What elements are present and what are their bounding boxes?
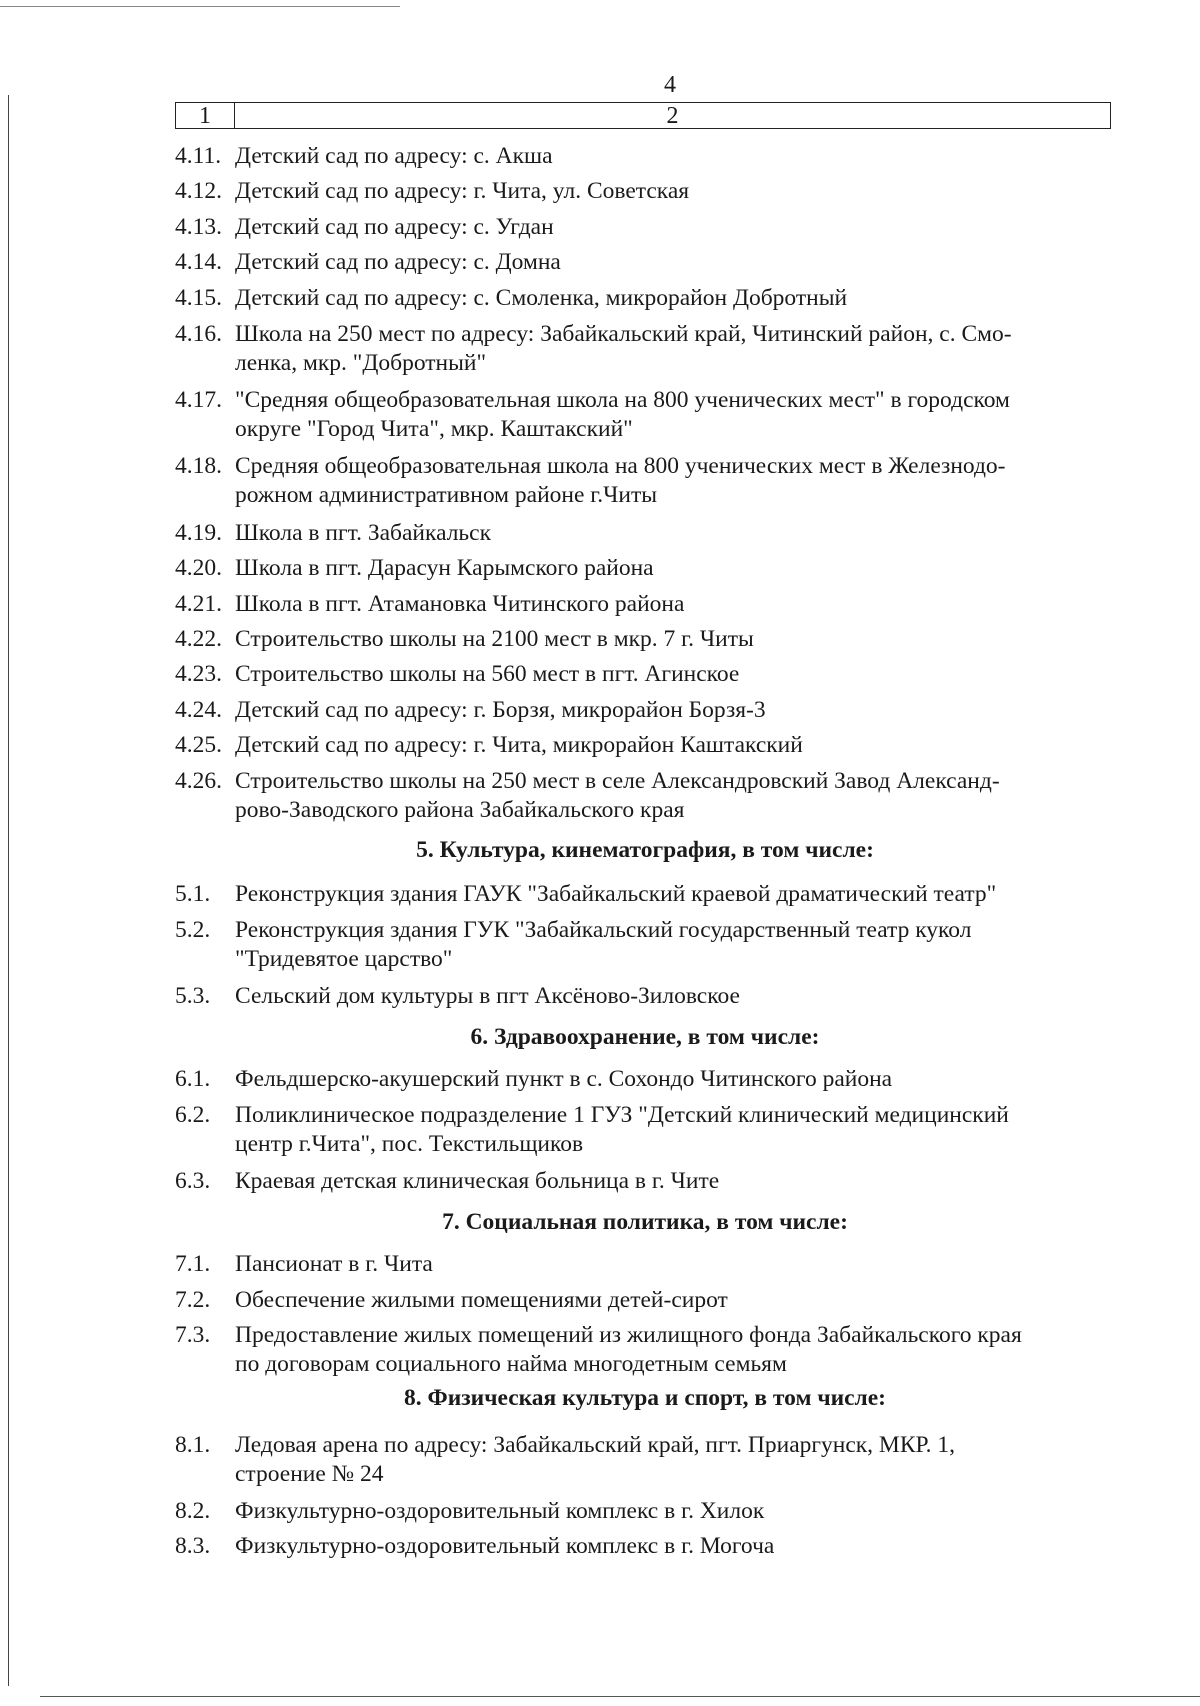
item-number: 4.22.	[175, 626, 222, 652]
item-number: 4.19.	[175, 520, 222, 546]
item-number: 5.1.	[175, 881, 211, 907]
item-text: Школа в пгт. Дарасун Карымского района	[235, 555, 654, 581]
item-number: 6.2.	[175, 1102, 211, 1128]
item-number: 6.1.	[175, 1066, 211, 1092]
item-text: Строительство школы на 2100 мест в мкр. 7 г. Читы	[235, 626, 754, 652]
list-item	[175, 213, 1115, 242]
table-header-row	[175, 102, 1111, 129]
item-number: 7.1.	[175, 1251, 211, 1277]
item-number: 7.3.	[175, 1322, 211, 1348]
item-number: 4.18.	[175, 453, 222, 479]
item-text: Обеспечение жилыми помещениями детей-сирот	[235, 1287, 728, 1313]
item-number: 4.26.	[175, 768, 222, 794]
list-item	[175, 142, 1115, 171]
list-item	[175, 1497, 1115, 1526]
item-number: 4.17.	[175, 387, 222, 413]
item-text: Краевая детская клиническая больница в г. Чите	[235, 1168, 720, 1194]
list-item	[175, 660, 1115, 689]
list-item	[175, 177, 1115, 206]
item-text: "Средняя общеобразовательная школа на 800 ученических мест" в городском округе "Город Чита", мкр. Каштакский"	[235, 387, 1010, 442]
list-item	[175, 1321, 1115, 1379]
item-text: Детский сад по адресу: г. Чита, ул. Советская	[235, 178, 690, 204]
item-text: Детский сад по адресу: с. Акша	[235, 143, 553, 169]
list-item	[175, 519, 1115, 548]
section-heading: 8. Физическая культура и спорт, в том числе:	[404, 1385, 886, 1411]
item-number: 8.1.	[175, 1432, 211, 1458]
item-text: Детский сад по адресу: с. Угдан	[235, 214, 554, 240]
item-number: 4.15.	[175, 285, 222, 311]
list-item	[175, 1532, 1115, 1561]
item-text: Сельский дом культуры в пгт Аксёново-Зиловское	[235, 983, 740, 1009]
item-number: 4.13.	[175, 214, 222, 240]
item-number: 8.3.	[175, 1533, 211, 1559]
table-header-col2: 2	[666, 102, 679, 129]
scan-artifact-top-line	[0, 6, 400, 7]
item-text: Школа в пгт. Атамановка Читинского района	[235, 591, 685, 617]
item-text: Предоставление жилых помещений из жилищного фонда Забайкальского края по договорам социального найма многодетным семьям	[235, 1322, 1022, 1377]
item-text: Детский сад по адресу: г. Чита, микрорайон Каштакский	[235, 732, 803, 758]
list-item	[175, 767, 1115, 825]
list-item	[175, 982, 1115, 1011]
list-item	[175, 590, 1115, 619]
item-text: Школа на 250 мест по адресу: Забайкальский край, Читинский район, с. Смо- ленка, мкр. "Добротный"	[235, 321, 1012, 376]
item-text: Фельдшерско-акушерский пункт в с. Сохондо Читинского района	[235, 1066, 893, 1092]
item-number: 5.2.	[175, 917, 211, 943]
list-item	[175, 1250, 1115, 1279]
list-item	[175, 1431, 1115, 1489]
list-item	[175, 554, 1115, 583]
list-item	[175, 452, 1115, 510]
list-item	[175, 1286, 1115, 1315]
item-text: Детский сад по адресу: с. Смоленка, микрорайон Добротный	[235, 285, 848, 311]
item-number: 4.11.	[175, 143, 222, 169]
scan-artifact-bottom-line	[40, 1696, 1200, 1697]
item-text: Детский сад по адресу: с. Домна	[235, 249, 561, 275]
item-text: Строительство школы на 250 мест в селе Александровский Завод Александ- рово-Заводского района Забайкальского края	[235, 768, 1000, 823]
item-number: 4.16.	[175, 321, 222, 347]
item-text: Ледовая арена по адресу: Забайкальский край, пгт. Приаргунск, МКР. 1, строение № 24	[235, 1432, 956, 1487]
item-number: 8.2.	[175, 1498, 211, 1524]
item-text: Строительство школы на 560 мест в пгт. Агинское	[235, 661, 740, 687]
list-item	[175, 1101, 1115, 1159]
item-text: Детский сад по адресу: г. Борзя, микрорайон Борзя-3	[235, 697, 766, 723]
list-item	[175, 731, 1115, 760]
item-text: Реконструкция здания ГУК "Забайкальский государственный театр кукол "Тридевятое царство"	[235, 917, 972, 972]
item-text: Физкультурно-оздоровительный комплекс в г. Хилок	[235, 1498, 765, 1524]
item-number: 4.23.	[175, 661, 222, 687]
item-text: Пансионат в г. Чита	[235, 1251, 433, 1277]
scan-artifact-left-edge	[8, 95, 9, 1686]
section-heading: 5. Культура, кинематография, в том числе:	[416, 837, 874, 863]
table-header-col1: 1	[176, 103, 235, 128]
section-heading: 6. Здравоохранение, в том числе:	[470, 1024, 820, 1050]
list-item	[175, 386, 1115, 444]
item-number: 4.12.	[175, 178, 222, 204]
item-number: 4.20.	[175, 555, 222, 581]
item-number: 5.3.	[175, 983, 211, 1009]
list-item	[175, 696, 1115, 725]
list-item	[175, 625, 1115, 654]
section-heading: 7. Социальная политика, в том числе:	[442, 1209, 848, 1235]
list-item	[175, 916, 1115, 974]
list-item	[175, 1167, 1115, 1196]
item-text: Школа в пгт. Забайкальск	[235, 520, 491, 546]
item-number: 4.25.	[175, 732, 222, 758]
item-text: Средняя общеобразовательная школа на 800 ученических мест в Железнодо- рожном административном районе г.Читы	[235, 453, 1006, 508]
list-item	[175, 1065, 1115, 1094]
item-text: Физкультурно-оздоровительный комплекс в г. Могоча	[235, 1533, 775, 1559]
item-number: 4.21.	[175, 591, 222, 617]
list-item	[175, 284, 1115, 313]
item-number: 6.3.	[175, 1168, 211, 1194]
item-text: Реконструкция здания ГАУК "Забайкальский краевой драматический театр"	[235, 881, 997, 907]
item-number: 7.2.	[175, 1287, 211, 1313]
list-item	[175, 320, 1115, 378]
item-number: 4.24.	[175, 697, 222, 723]
page-number: 4	[664, 72, 676, 98]
list-item	[175, 248, 1115, 277]
item-number: 4.14.	[175, 249, 222, 275]
list-item	[175, 880, 1115, 909]
item-text: Поликлиническое подразделение 1 ГУЗ "Детский клинический медицинский центр г.Чита", пос. Текстильщиков	[235, 1102, 1009, 1157]
